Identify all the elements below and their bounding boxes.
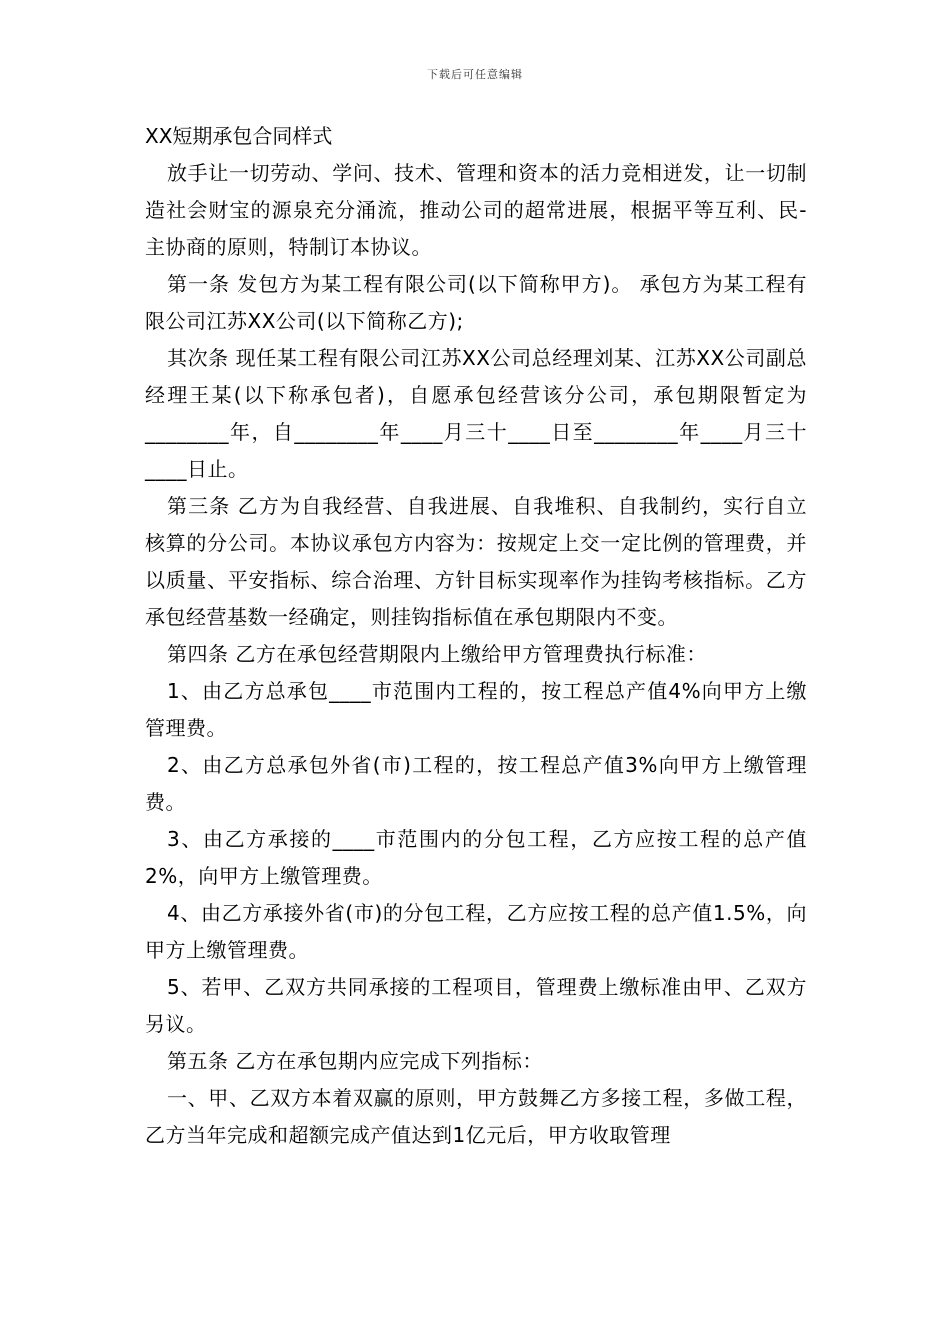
paragraph-article-5-item-1: 一、甲、乙双方本着双赢的原则，甲方鼓舞乙方多接工程，多做工程，乙方当年完成和超额完成产值达到1亿元后，甲方收取管理: [145, 1086, 807, 1147]
paragraph-item-5: 5、若甲、乙双方共同承接的工程项目，管理费上缴标准由甲、乙双方另议。: [145, 975, 807, 1036]
document-body: [145, 118, 807, 1154]
paragraph-item-3: 3、由乙方承接的____市范围内的分包工程，乙方应按工程的总产值2%，向甲方上缴管理费。: [145, 827, 807, 888]
paragraph-article-3: 第三条 乙方为自我经营、自我进展、自我堆积、自我制约，实行自立核算的分公司。本协议承包方内容为：按规定上交一定比例的管理费，并以质量、平安指标、综合治理、方针目标实现率作为挂钩考核指标。乙方承包经营基数一经确定，则挂钩指标值在承包期限内不变。: [145, 494, 807, 629]
paragraph-article-1: 第一条 发包方为某工程有限公司(以下简称甲方)。 承包方为某工程有限公司江苏XX公司(以下简称乙方);: [145, 272, 807, 333]
header-note: 下载后可任意编辑: [427, 68, 523, 81]
paragraph-item-2: 2、由乙方总承包外省(市)工程的，按工程总产值3%向甲方上缴管理费。: [145, 753, 807, 814]
paragraph-article-4: 第四条 乙方在承包经营期限内上缴给甲方管理费执行标准：: [167, 642, 707, 666]
paragraph-intro: 放手让一切劳动、学问、技术、管理和资本的活力竞相迸发，让一切制造社会财宝的源泉充分涌流，推动公司的超常进展，根据平等互利、民-主协商的原则，特制订本协议。: [145, 161, 807, 259]
document-title: XX短期承包合同样式: [145, 124, 333, 148]
paragraph-article-2: 其次条 现任某工程有限公司江苏XX公司总经理刘某、江苏XX公司副总经理王某(以下称承包者)，自愿承包经营该分公司，承包期限暂定为________年，自________年____月三十____日至________年____月三十____日止。: [145, 346, 807, 481]
paragraph-item-1: 1、由乙方总承包____市范围内工程的，按工程总产值4%向甲方上缴管理费。: [145, 679, 807, 740]
paragraph-item-4: 4、由乙方承接外省(市)的分包工程，乙方应按工程的总产值1.5%，向甲方上缴管理费。: [145, 901, 807, 962]
paragraph-article-5: 第五条 乙方在承包期内应完成下列指标：: [167, 1049, 543, 1073]
